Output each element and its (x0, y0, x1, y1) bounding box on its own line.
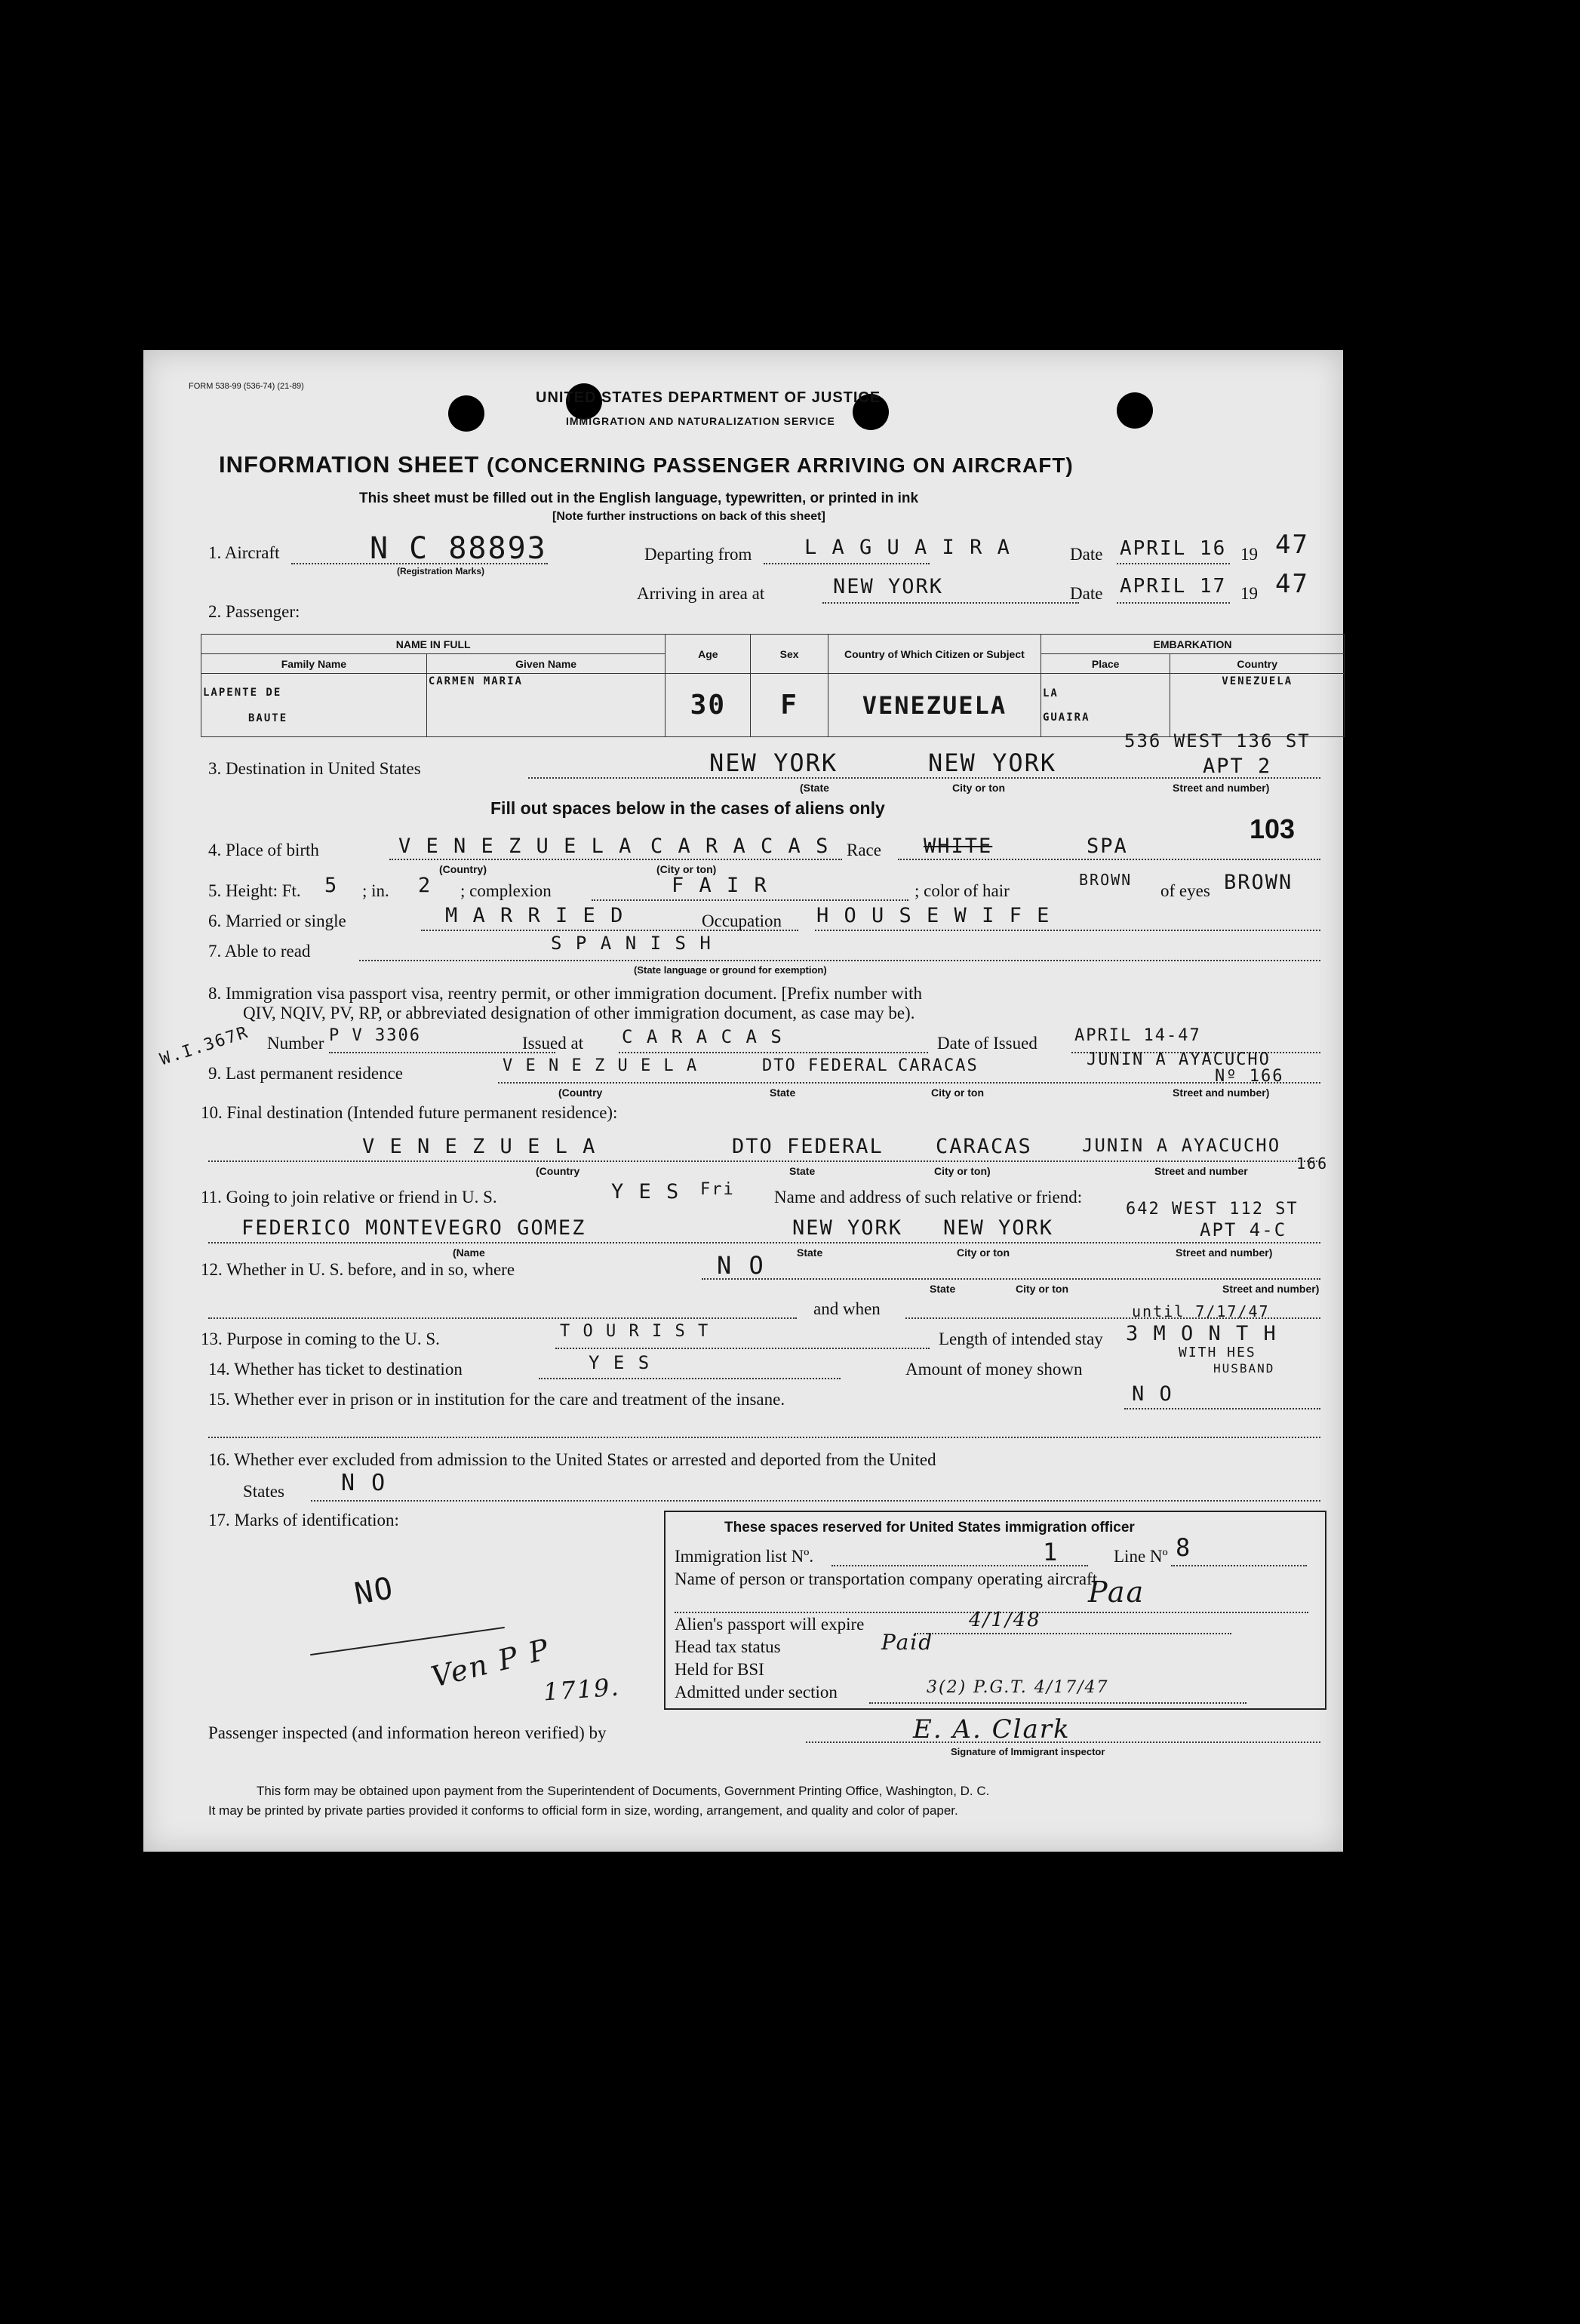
form-title-main: INFORMATION SHEET (219, 451, 480, 478)
last-residence-street: JUNIN A AYACUCHO (1087, 1050, 1271, 1069)
final-destination-street: JUNIN A AYACUCHO (1082, 1135, 1281, 1156)
height-in-label: ; in. (362, 881, 389, 900)
identification-label: 17. Marks of identification: (208, 1511, 399, 1529)
relative-street: 642 WEST 112 ST (1126, 1200, 1299, 1219)
passport-expire-value: 4/1/48 (969, 1609, 1041, 1631)
relative-street-caption: Street and number) (1176, 1247, 1273, 1259)
inspector-signature: E. A. Clark (913, 1714, 1071, 1745)
form-title-sub: (CONCERNING PASSENGER ARRIVING ON AIRCRAFT) (487, 453, 1074, 477)
relative-city-caption: City or ton (957, 1247, 1010, 1259)
prior-us-value: N O (717, 1251, 765, 1280)
header-sex: Sex (751, 635, 828, 674)
relative-state: NEW YORK (792, 1216, 903, 1240)
company-value: Paa (1088, 1575, 1145, 1609)
stay-value: 3 M O N T H (1126, 1322, 1277, 1345)
departure-year: 47 (1275, 530, 1309, 560)
relative-name: FEDERICO MONTEVEGRO GOMEZ (241, 1216, 586, 1240)
birthplace-label: 4. Place of birth (208, 841, 319, 859)
departing-label: Departing from (644, 545, 752, 564)
birth-city: C A R A C A S (650, 835, 830, 858)
height-label: 5. Height: Ft. (208, 881, 301, 900)
identification-note-2: 1719. (542, 1672, 621, 1707)
hair-value: BROWN (1079, 871, 1133, 889)
destination-label: 3. Destination in United States (208, 759, 421, 778)
relative-city: NEW YORK (943, 1216, 1054, 1240)
document-number: P V 3306 (329, 1026, 421, 1045)
purpose-label: 13. Purpose in coming to the U. S. (201, 1330, 440, 1348)
final-destination-street-2: 166 (1296, 1154, 1329, 1173)
last-residence-city: CARACAS (898, 1056, 979, 1075)
head-tax-value: Paid (881, 1630, 934, 1655)
birth-country: V E N E Z U E L A (398, 835, 633, 858)
embark-place-cell (1041, 674, 1170, 737)
header-embarkation: EMBARKATION (1041, 635, 1344, 654)
aliens-heading: Fill out spaces below in the cases of aliens only (490, 798, 885, 818)
join-relative-value-2: Fri (700, 1180, 735, 1199)
list-label: Immigration list Nº. (675, 1547, 814, 1566)
destination-street-2: APT 2 (1203, 755, 1272, 778)
arriving-label: Arriving in area at (637, 584, 765, 603)
information-sheet (143, 350, 1343, 1852)
race-label: Race (847, 841, 881, 859)
citizen-value: VENEZUELA (828, 674, 1041, 737)
header-family-name: Family Name (201, 654, 427, 674)
birth-country-caption: (Country) (439, 863, 487, 875)
final-destination-country-caption: (Country (536, 1165, 580, 1177)
stay-note: until 7/17/47 (1132, 1302, 1270, 1320)
last-residence-state-caption: State (770, 1087, 796, 1099)
money-label: Amount of money shown (905, 1360, 1083, 1379)
line-value: 8 (1176, 1533, 1192, 1562)
last-residence-state: DTO FEDERAL (762, 1056, 889, 1075)
eyes-label: of eyes (1160, 881, 1210, 900)
inspected-label: Passenger inspected (and information hereon verified) by (208, 1723, 607, 1742)
identification-note-1: Ven P P (428, 1632, 554, 1694)
final-destination-country: V E N E Z U E L A (362, 1135, 597, 1158)
document-margin-note: W.I.367R (158, 1022, 251, 1070)
officer-box (664, 1511, 1326, 1710)
bsi-label: Held for BSI (675, 1660, 764, 1679)
ticket-value: Y E S (589, 1352, 651, 1373)
dept-heading: UNITED STATES DEPARTMENT OF JUSTICE (536, 389, 881, 406)
last-residence-label: 9. Last permanent residence (208, 1064, 403, 1083)
registration-caption: (Registration Marks) (397, 566, 485, 576)
document-label: 8. Immigration visa passport visa, reentry permit, or other immigration document. [Prefix number with (208, 984, 922, 1003)
money-value-2: HUSBAND (1213, 1361, 1275, 1376)
embark-place-2: GUAIRA (1042, 711, 1090, 724)
purpose-value: T O U R I S T (560, 1322, 710, 1341)
relative-name-caption: (Name (453, 1247, 485, 1259)
family-name-2: BAUTE (248, 712, 288, 724)
age-value: 30 (666, 674, 751, 737)
prior-us-label: 12. Whether in U. S. before, and in so, where (201, 1260, 515, 1279)
destination-state: NEW YORK (709, 749, 838, 777)
relative-name-label: Name and address of such relative or friend: (774, 1188, 1083, 1207)
destination-street: 536 WEST 136 ST (1124, 730, 1311, 752)
prison-value: N O (1132, 1382, 1173, 1406)
header-name-in-full: NAME IN FULL (201, 635, 666, 654)
passenger-table (201, 634, 1345, 737)
header-given-name: Given Name (426, 654, 666, 674)
aircraft-label: 1. Aircraft (208, 543, 280, 562)
form-title (219, 451, 1074, 478)
height-in: 2 (418, 874, 432, 897)
join-relative-value: Y E S (611, 1180, 681, 1204)
footer-line-2: It may be printed by private parties provided it conforms to official form in size, wording, arrangement, and quality and color of paper. (208, 1803, 958, 1818)
relative-state-caption: State (797, 1247, 823, 1259)
stay-label: Length of intended stay (939, 1330, 1103, 1348)
complexion-label: ; complexion (460, 881, 552, 900)
aircraft-registration: N C 88893 (370, 531, 547, 566)
sex-value: F (751, 674, 828, 737)
section-label: Admitted under section (675, 1683, 838, 1702)
money-value: WITH HES (1179, 1345, 1256, 1360)
document-label-2: QIV, NQIV, PV, RP, or abbreviated designation of other immigration document, as case may be). (243, 1004, 915, 1022)
header-place: Place (1041, 654, 1170, 674)
family-name: LAPENTE DE (203, 686, 282, 699)
form-id: FORM 538-99 (536-74) (21-89) (189, 382, 304, 391)
passport-expire-label: Alien's passport will expire (675, 1615, 865, 1634)
last-residence-country-caption: (Country (558, 1087, 603, 1099)
occupation-value: H O U S E W I F E (816, 904, 1051, 927)
height-ft: 5 (324, 874, 339, 897)
arriving-value: NEW YORK (833, 575, 944, 598)
prior-us-when-label: and when (813, 1299, 881, 1318)
arrival-year-prefix: 19 (1240, 584, 1258, 603)
embark-place-1: LA (1042, 687, 1059, 699)
arrival-date-label: Date (1070, 584, 1103, 603)
issue-date: APRIL 14-47 (1074, 1026, 1201, 1045)
arrival-year: 47 (1275, 569, 1309, 599)
birth-city-caption: (City or ton) (656, 863, 717, 875)
instructions-line-1: This sheet must be filled out in the English language, typewritten, or printed in ink (359, 490, 919, 506)
read-label: 7. Able to read (208, 942, 311, 961)
prison-label: 15. Whether ever in prison or in institution for the care and treatment of the insane. (208, 1390, 785, 1409)
company-label: Name of person or transportation company operating aircraft (675, 1569, 1098, 1588)
issue-date-label: Date of Issued (937, 1034, 1037, 1053)
issued-at-label: Issued at (522, 1034, 584, 1053)
arrival-date: APRIL 17 (1120, 575, 1227, 598)
footer-line-1: This form may be obtained upon payment from the Superintendent of Documents, Government Printing Office, Washington, D. C. (257, 1784, 990, 1798)
last-residence-country: V E N E Z U E L A (503, 1056, 699, 1075)
prior-us-street-caption: Street and number) (1222, 1283, 1320, 1295)
issued-at-value: C A R A C A S (622, 1026, 783, 1047)
departure-date-label: Date (1070, 545, 1103, 564)
race-struck: WHITE (924, 835, 993, 858)
passenger-label: 2. Passenger: (208, 602, 300, 621)
destination-street-caption: Street and number) (1173, 782, 1270, 794)
departing-value: L A G U A I R A (804, 536, 1011, 559)
list-value: 1 (1043, 1538, 1059, 1566)
family-name-cell (201, 674, 427, 737)
final-destination-label: 10. Final destination (Intended future permanent residence): (201, 1103, 618, 1122)
service-heading: IMMIGRATION AND NATURALIZATION SERVICE (566, 415, 835, 427)
final-destination-state: DTO FEDERAL (732, 1135, 884, 1158)
section-value: 3(2) P.G.T. 4/17/47 (927, 1678, 1109, 1697)
final-destination-city-caption: City or ton) (934, 1165, 991, 1177)
marital-label: 6. Married or single (208, 911, 346, 930)
join-relative-label: 11. Going to join relative or friend in U. S. (201, 1188, 497, 1207)
header-country-citizen: Country of Which Citizen or Subject (828, 635, 1041, 674)
hair-label: ; color of hair (914, 881, 1010, 900)
prior-us-state-caption: State (930, 1283, 956, 1295)
eyes-value: BROWN (1224, 871, 1293, 894)
prior-us-city-caption: City or ton (1016, 1283, 1068, 1295)
departure-date: APRIL 16 (1120, 537, 1227, 560)
last-residence-city-caption: City or ton (931, 1087, 984, 1099)
punch-hole (448, 395, 484, 432)
destination-city: NEW YORK (928, 749, 1057, 777)
identification-value: NO (352, 1570, 397, 1612)
relative-street-2: APT 4-C (1200, 1219, 1287, 1240)
departure-year-prefix: 19 (1240, 545, 1258, 564)
complexion-value: F A I R (672, 874, 768, 897)
excluded-label: 16. Whether ever excluded from admission to the United States or arrested and deported from the United (208, 1450, 936, 1469)
inspector-signature-caption: Signature of Immigrant inspector (951, 1746, 1105, 1757)
destination-state-caption: (State (800, 782, 829, 794)
embark-country-value: VENEZUELA (1170, 674, 1345, 737)
stamp-number: 103 (1250, 813, 1296, 844)
header-age: Age (666, 635, 751, 674)
last-residence-street-caption: Street and number) (1173, 1087, 1270, 1099)
given-name: CARMEN MARIA (426, 674, 666, 737)
document-number-label: Number (267, 1034, 324, 1053)
read-caption: (State language or ground for exemption) (634, 964, 827, 976)
race-value: SPA (1087, 835, 1128, 858)
head-tax-label: Head tax status (675, 1637, 781, 1656)
destination-city-caption: City or ton (952, 782, 1005, 794)
excluded-label-2: States (243, 1482, 284, 1501)
instructions-line-2: [Note further instructions on back of this sheet] (552, 510, 825, 523)
header-embark-country: Country (1170, 654, 1345, 674)
final-destination-street-caption: Street and number (1154, 1165, 1248, 1177)
excluded-value: N O (341, 1470, 387, 1496)
marital-value: M A R R I E D (445, 904, 625, 927)
ticket-label: 14. Whether has ticket to destination (208, 1360, 463, 1379)
final-destination-city: CARACAS (936, 1135, 1032, 1158)
occupation-label: Occupation (702, 911, 782, 930)
read-value: S P A N I S H (551, 933, 712, 954)
officer-box-title: These spaces reserved for United States immigration officer (724, 1520, 1135, 1536)
line-label: Line Nº (1114, 1547, 1168, 1566)
final-destination-state-caption: State (789, 1165, 816, 1177)
last-residence-street-2: Nº 166 (1215, 1067, 1284, 1086)
punch-hole (1117, 392, 1153, 429)
